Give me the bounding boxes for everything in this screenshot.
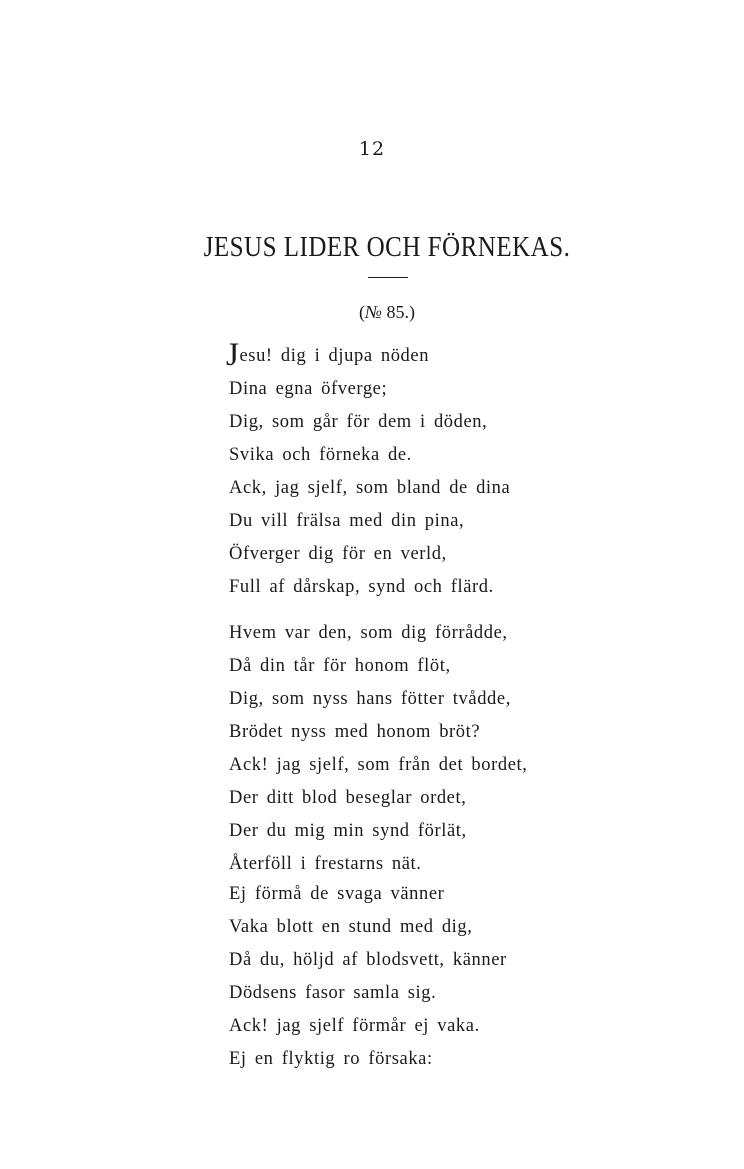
verse-line: Svika och förneka de. <box>229 445 412 465</box>
verse-line: Vaka blott en stund med dig, <box>229 917 473 937</box>
verse-line: Öfverger dig för en verld, <box>229 544 447 564</box>
drop-cap: J <box>226 337 240 373</box>
numero-sign: № <box>365 302 382 322</box>
verse-line: Ej förmå de svaga vänner <box>229 884 445 904</box>
verse-line: Der ditt blod beseglar ordet, <box>229 788 467 808</box>
verse-line: Dig, som nyss hans fötter tvådde, <box>229 689 511 709</box>
verse-line: Ack, jag sjelf, som bland de dina <box>229 478 511 498</box>
verse-line: Återföll i frestarns nät. <box>229 854 422 874</box>
verse-line: Dina egna öfverge; <box>229 379 388 399</box>
verse-line: Du vill frälsa med din pina, <box>229 511 465 531</box>
verse-line: Brödet nyss med honom bröt? <box>229 722 481 742</box>
stanza-1 <box>226 337 511 604</box>
verse-line: Dödsens fasor samla sig. <box>229 983 437 1003</box>
verse-line: Der du mig min synd förlät, <box>229 821 467 841</box>
verse-line: Hvem var den, som dig förrådde, <box>229 623 508 643</box>
hymn-number-suffix: 85.) <box>381 302 415 322</box>
hymn-number <box>0 302 744 323</box>
stanza-3 <box>229 878 507 1076</box>
verse-line: Ack! jag sjelf, som från det bordet, <box>229 755 528 775</box>
page-number: 12 <box>358 138 386 160</box>
verse-line: Dig, som går för dem i döden, <box>229 412 488 432</box>
verse-line <box>226 337 510 373</box>
hymn-number-prefix: ( <box>359 302 365 322</box>
verse-line: Då du, höljd af blodsvett, känner <box>229 950 507 970</box>
verse-line: Ack! jag sjelf förmår ej vaka. <box>229 1016 480 1036</box>
page-title: JESUS LIDER OCH FÖRNEKAS. <box>203 232 571 264</box>
verse-line: Då din tår för honom flöt, <box>229 656 451 676</box>
verse-line: Full af dårskap, synd och flärd. <box>229 577 494 597</box>
title-divider <box>368 277 408 278</box>
stanza-2 <box>229 617 528 881</box>
verse-line: Ej en flyktig ro försaka: <box>229 1049 433 1069</box>
verse-line-text: esu! dig i djupa nöden <box>239 346 430 366</box>
